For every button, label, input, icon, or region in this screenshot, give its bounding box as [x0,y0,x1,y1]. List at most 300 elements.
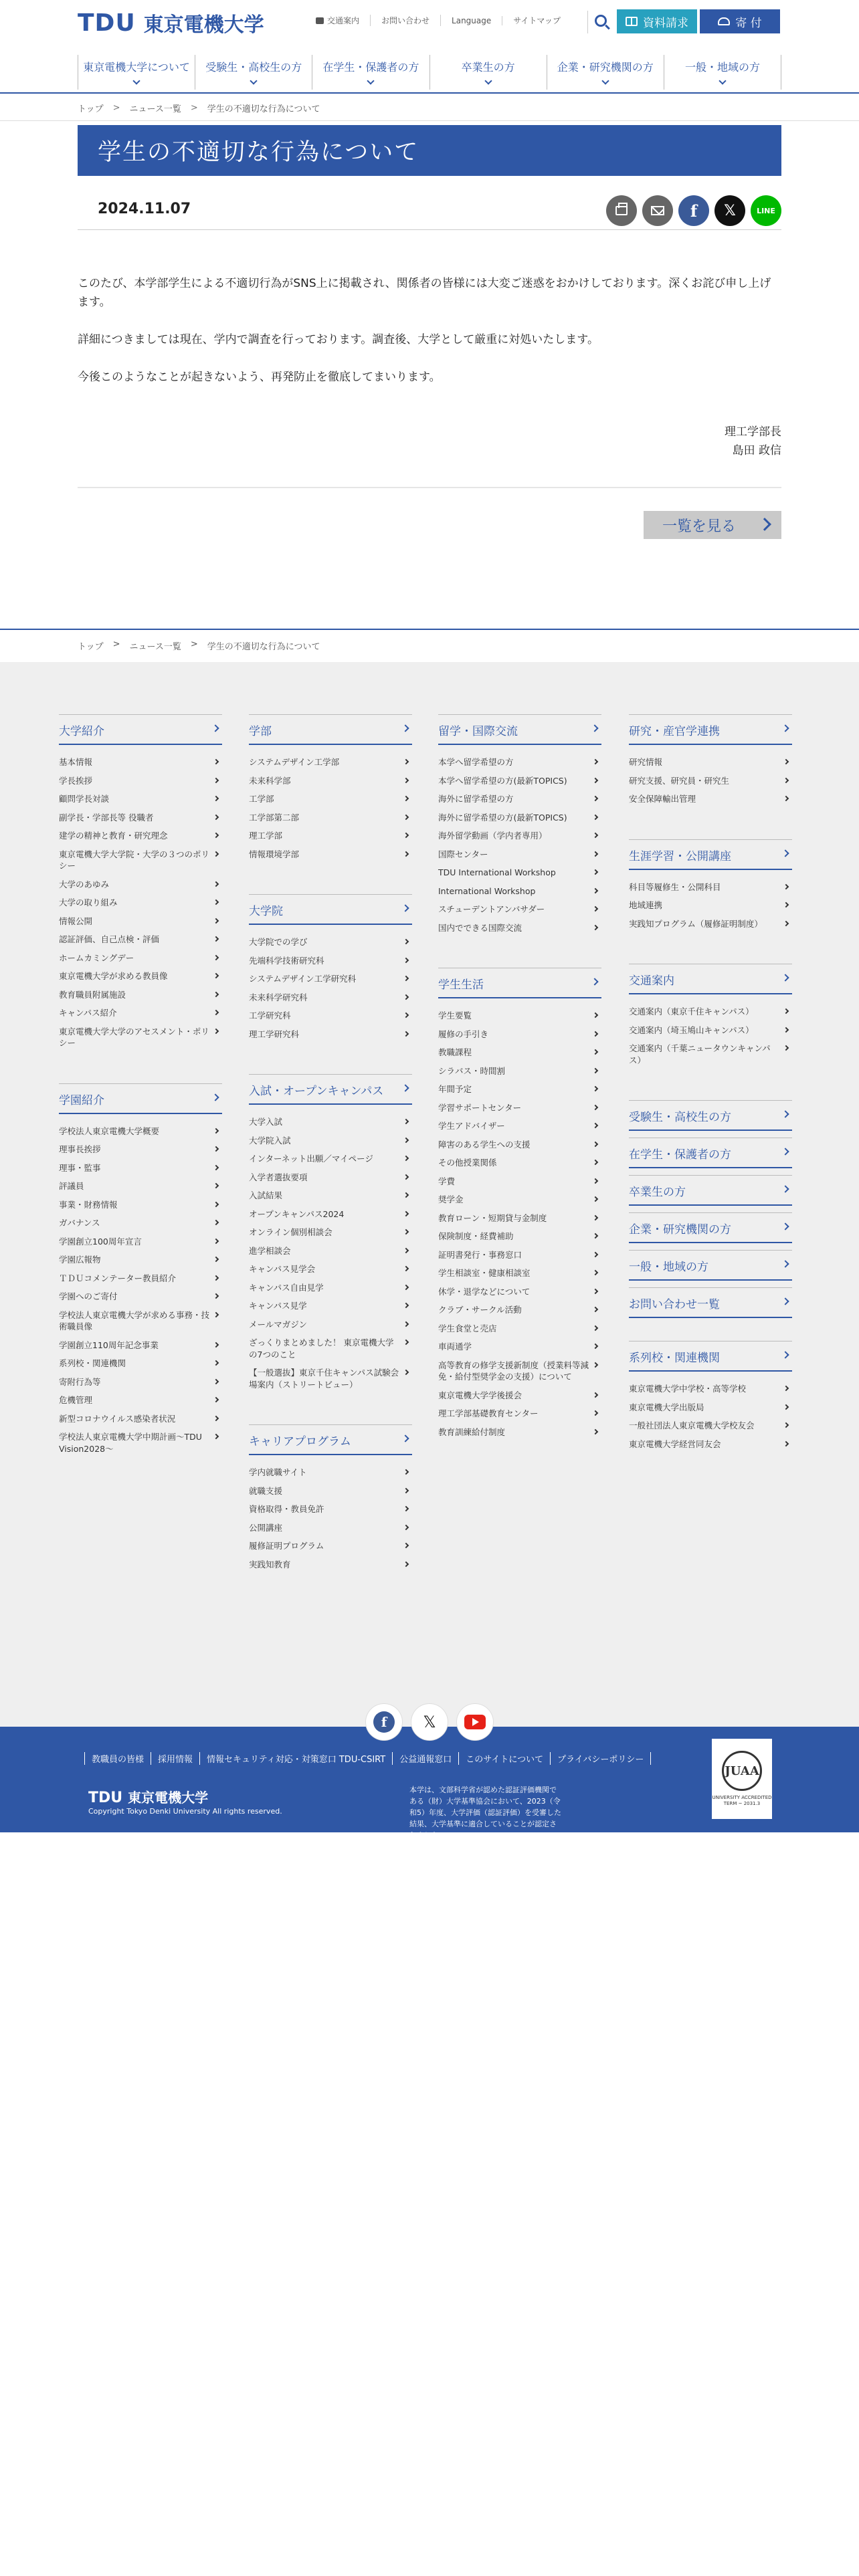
audience-link-label: 企業・研究機関の方 [629,1223,731,1237]
sitemap-link-label: システムデザイン工学研究科 [249,974,357,984]
footer-breadcrumb-bar [0,629,859,662]
sitemap-link-label: キャンパス紹介 [59,1008,117,1018]
sitemap-link[interactable] [438,1423,601,1442]
donate-label: 寄 付 [735,16,762,30]
chevron-right-icon [783,1404,789,1409]
chevron-right-icon [211,1093,219,1101]
sitemap-link-label: 認証評価、自己点検・評価 [59,934,160,944]
sitemap-link[interactable] [59,809,222,827]
print-button[interactable] [606,195,637,226]
sitemap-link-label: 海外に留学希望の方(最新TOPICS) [438,812,567,823]
sitemap-link[interactable] [438,790,601,809]
sitemap-link[interactable] [438,1099,601,1117]
book-icon [626,17,638,26]
chevron-right-icon [213,1360,219,1366]
social-links [0,1704,859,1741]
sitemap-link[interactable] [249,1500,412,1519]
sitemap-link[interactable] [59,1391,222,1410]
sitemap-section-heading[interactable] [249,894,412,925]
chevron-right-icon [403,1229,409,1235]
chevron-right-icon [213,881,219,886]
chevron-right-icon [783,777,789,782]
chevron-right-icon [591,724,598,732]
sitemap-link[interactable] [249,1260,412,1279]
sitemap-link-label: 工学研究科 [249,1010,291,1021]
gnav-label: 企業・研究機関の方 [557,61,654,74]
breadcrumb-sep: > [190,639,198,649]
sitemap-link-label: 地域連携 [629,900,663,910]
sitemap-section-heading[interactable] [59,714,222,745]
gnav-prospective[interactable] [195,55,312,90]
sitemap-link-label: 東京電機大学学後援会 [438,1390,522,1400]
gnav-public[interactable] [664,55,781,90]
sitemap-link[interactable] [249,1025,412,1044]
divider [0,120,859,121]
sitemap-link[interactable] [249,1006,412,1025]
sitemap-link[interactable] [438,1209,601,1228]
gnav-alumni[interactable] [430,55,547,90]
sitemap-column-2 [249,714,412,1604]
sitemap-link-label: オープンキャンパス2024 [249,1208,345,1219]
sitemap-link[interactable] [438,882,601,901]
sitemap-link[interactable] [59,1214,222,1232]
chevron-right-icon [593,1251,598,1257]
sitemap-link[interactable] [59,1251,222,1269]
chevron-right-icon [593,1067,598,1073]
article-meta [78,190,781,230]
chevron-right-icon [403,1524,409,1529]
sitemap-link[interactable] [438,1319,601,1338]
sitemap-link[interactable] [59,1354,222,1373]
site-footer [0,1727,859,1840]
sitemap-link[interactable] [438,827,601,845]
footer-breadcrumb [78,639,320,652]
chevron-down-icon [367,77,375,84]
sitemap-section-heading[interactable] [629,1341,792,1372]
sitemap-link[interactable] [438,1154,601,1172]
chevron-right-icon [783,1045,789,1051]
sitemap-link[interactable] [59,1373,222,1392]
site-logo[interactable] [78,8,264,37]
sitemap-link[interactable] [249,1555,412,1574]
badge-caption: UNIVERSITY ACCREDITED TERM ~ 2031.3 [712,1795,772,1806]
sitemap-link-label: 海外留学動画（学内者専用） [438,831,547,841]
sitemap-link-label: 実践知教育 [249,1559,291,1570]
chevron-down-icon [601,77,609,84]
gnav-companies[interactable] [547,55,664,90]
sitemap-link[interactable] [249,827,412,845]
sitemap-link[interactable] [438,1246,601,1265]
sitemap-link-label: 研究情報 [629,757,663,767]
chevron-right-icon [593,1086,598,1091]
breadcrumb-news[interactable]: ニュース一覧 [129,642,181,652]
sitemap-link[interactable] [438,1283,601,1301]
footer-sitemap [0,662,859,1727]
sitemap-link[interactable] [249,1482,412,1501]
sitemap-link-label: 理事長挨拶 [59,1144,101,1154]
sitemap-link[interactable] [629,753,792,772]
sitemap-link[interactable] [438,753,601,772]
sitemap-link[interactable] [59,845,222,875]
footer-link[interactable]: 情報セキュリティ対応・対策窓口 TDU-CSIRT [199,1752,392,1765]
sitemap-link[interactable] [59,1287,222,1306]
chevron-right-icon [213,1434,219,1439]
sitemap-link[interactable] [59,1269,222,1288]
sitemap-link[interactable] [438,1062,601,1081]
sitemap-link[interactable] [59,949,222,968]
footer-link[interactable]: 採用情報 [151,1752,199,1765]
chevron-right-icon [783,1440,789,1446]
gnav-about[interactable] [78,55,195,90]
sitemap-link[interactable] [438,772,601,790]
sitemap-link[interactable] [249,809,412,827]
chevron-right-icon [593,1104,598,1109]
sitemap-link[interactable] [249,790,412,809]
search-button[interactable] [587,11,610,33]
sitemap-link-label: 学校法人東京電機大学概要 [59,1125,160,1136]
mail-share-button[interactable] [642,195,673,226]
line-icon: LINE [757,206,775,215]
chevron-right-icon [781,1351,789,1358]
sitemap-link-label: 入試結果 [249,1190,283,1200]
sitemap-link-label: 東京電機大学中学校・高等学校 [629,1384,747,1394]
sitemap-link[interactable] [438,1006,601,1025]
sitemap-link-label: 大学の取り組み [59,897,118,907]
sitemap-section-heading[interactable] [629,839,792,870]
sitemap-link[interactable] [59,1177,222,1196]
sitemap-link[interactable] [438,1404,601,1423]
signature-title: 理工学部長 [725,425,781,439]
sitemap-link[interactable] [438,1264,601,1283]
chevron-right-icon [593,1233,598,1239]
audience-link-label: 在学生・保護者の方 [629,1148,731,1162]
footer-link[interactable]: このサイトについて [458,1752,550,1765]
sitemap-link[interactable] [629,1435,792,1454]
audience-link-label: 一般・地域の方 [629,1261,708,1274]
chevron-right-icon [403,994,409,999]
chevron-right-icon [781,1148,789,1155]
sitemap-link[interactable] [629,1416,792,1435]
sitemap-link[interactable] [59,986,222,1004]
facebook-link[interactable] [366,1704,402,1740]
audience-link-label: 受験生・高校生の方 [629,1111,731,1124]
sitemap-link[interactable] [249,1364,412,1394]
chevron-right-icon [783,1422,789,1428]
signature-name: 島田 政信 [732,444,781,457]
chevron-down-icon [719,77,726,84]
sitemap-link[interactable] [249,1168,412,1187]
sitemap-link-label: 高等教育の修学支援新制度（授業料等減免・給付型奨学金の支援）について [438,1360,589,1382]
chevron-right-icon [403,1210,409,1216]
sitemap-link[interactable] [59,1306,222,1336]
sitemap-section-heading[interactable] [438,714,601,745]
audience-link-label: 卒業生の方 [629,1186,686,1199]
sitemap-link[interactable] [629,772,792,790]
sitemap-link[interactable] [629,1021,792,1040]
util-language[interactable]: Language [441,16,502,25]
sitemap-link[interactable] [249,933,412,952]
sitemap-section [249,1424,412,1574]
sitemap-link-label: 教育訓練給付制度 [438,1426,506,1437]
sitemap-link[interactable] [249,1333,412,1364]
sitemap-link[interactable] [438,1080,601,1099]
chevron-right-icon [403,777,409,782]
sitemap-heading-label: 学部 [249,725,272,738]
youtube-icon [464,1715,486,1729]
sitemap-link[interactable] [249,1150,412,1168]
sitemap-section-heading[interactable] [438,968,601,998]
sitemap-link[interactable] [59,1428,222,1458]
sitemap-link[interactable] [249,1537,412,1555]
chevron-right-icon [403,833,409,838]
chevron-right-icon [213,1128,219,1133]
breadcrumb-news[interactable]: ニュース一覧 [129,104,181,114]
youtube-link[interactable] [457,1704,493,1740]
sitemap-link[interactable] [249,952,412,970]
sitemap-link[interactable] [59,772,222,790]
sitemap-link[interactable] [59,827,222,845]
gnav-label: 卒業生の方 [461,61,515,74]
sitemap-link[interactable] [59,1410,222,1428]
sitemap-link-label: 一般社団法人東京電機大学校友会 [629,1420,755,1430]
sitemap-section-heading[interactable] [629,714,792,745]
sitemap-link-label: 本学へ留学希望の方(最新TOPICS) [438,775,567,786]
gnav-label: 在学生・保護者の方 [322,61,419,74]
sitemap-link[interactable] [59,1140,222,1159]
sitemap-section [59,1083,222,1459]
chevron-right-icon [783,1027,789,1032]
chevron-right-icon [593,814,598,819]
chevron-right-icon [213,851,219,856]
chevron-right-icon [401,724,409,732]
sitemap-link[interactable] [629,1002,792,1021]
chevron-right-icon [403,1487,409,1493]
chevron-right-icon [213,1183,219,1188]
sitemap-link[interactable] [438,1337,601,1356]
accreditation-badge[interactable] [712,1739,772,1819]
sitemap-link-label: 大学入試 [249,1117,283,1127]
chevron-right-icon [403,1506,409,1511]
chevron-right-icon [593,1141,598,1146]
audience-link[interactable] [629,1138,792,1168]
sitemap-link[interactable] [59,1122,222,1141]
sitemap-link[interactable] [438,919,601,938]
sitemap-link[interactable] [629,1398,792,1417]
sitemap-link[interactable] [59,1159,222,1178]
sitemap-link-label: 系列校・関連機関 [59,1358,126,1368]
sitemap-link-label: 交通案内（千葉ニュータウンキャンパス） [629,1043,771,1065]
chevron-right-icon [593,1012,598,1018]
sitemap-link[interactable] [438,1043,601,1062]
chevron-right-icon [403,1156,409,1161]
chevron-right-icon [213,991,219,996]
chevron-right-icon [403,1031,409,1036]
sitemap-link-label: 未来科学部 [249,775,291,786]
audience-link[interactable] [629,1250,792,1281]
chevron-right-icon [593,796,598,801]
sitemap-link[interactable] [438,1386,601,1405]
request-materials-button[interactable] [617,9,697,33]
sitemap-link[interactable] [59,1004,222,1023]
article-paragraph: 今後このようなことが起きないよう、再発防止を徹底してまいります。 [78,370,441,384]
breadcrumb-top[interactable]: トップ [78,642,104,652]
back-to-list-button[interactable] [644,511,781,539]
sitemap-link[interactable] [249,1297,412,1315]
sitemap-section [629,714,792,809]
sitemap-link-label: 工学部 [249,794,274,804]
chevron-right-icon [593,1428,598,1434]
facebook-share-button[interactable] [678,195,709,226]
footer-link[interactable]: 公益通報窓口 [392,1752,458,1765]
sitemap-link-label: 学費 [438,1176,456,1186]
sitemap-link-label: 休学・退学などについて [438,1286,531,1297]
sitemap-link[interactable] [249,772,412,790]
sitemap-link[interactable] [438,863,601,882]
donate-button[interactable] [700,9,780,33]
sitemap-section-heading[interactable] [59,1083,222,1114]
sitemap-link[interactable] [438,1301,601,1319]
chevron-right-icon [213,1341,219,1347]
sitemap-link-label: 学校法人東京電機大学中期計画〜TDU Vision2028〜 [59,1432,202,1454]
gnav-students[interactable] [312,55,429,90]
sitemap-link[interactable] [629,915,792,934]
sitemap-heading-label: 学生生活 [438,978,484,992]
chevron-right-icon [213,1201,219,1206]
footer-link[interactable]: 教職員の皆様 [84,1752,151,1765]
sitemap-link[interactable] [438,1356,601,1386]
sitemap-link[interactable] [629,1380,792,1398]
bus-icon [316,17,324,24]
breadcrumb-top[interactable]: トップ [78,104,104,114]
sitemap-link[interactable] [59,790,222,809]
util-contact[interactable]: お問い合わせ [371,15,441,26]
sitemap-link-label: 障害のある学生への支援 [438,1139,531,1150]
chevron-right-icon [781,1110,789,1117]
sitemap-link[interactable] [438,1136,601,1154]
audience-link[interactable] [629,1287,792,1318]
sitemap-link[interactable] [438,1172,601,1191]
sitemap-link[interactable] [59,1023,222,1053]
sitemap-link-label: 東京電機大学大学のアセスメント・ポリシー [59,1026,209,1048]
chevron-right-icon [593,1214,598,1220]
sitemap-link-label: 建学の精神と教育・研究理念 [59,831,168,841]
x-icon: 𝕏 [724,202,736,219]
sitemap-link-label: ＴＤＵコメンテーター教員紹介 [59,1273,177,1283]
sitemap-link[interactable] [438,1025,601,1044]
sitemap-link-label: 学生相談室・健康相談室 [438,1268,531,1278]
sitemap-link[interactable] [249,1242,412,1261]
sitemap-link[interactable] [59,967,222,986]
sitemap-link[interactable] [249,988,412,1007]
sitemap-link[interactable] [249,1186,412,1205]
breadcrumb-sep: > [190,103,198,113]
sitemap-link[interactable] [438,900,601,919]
x-share-button[interactable] [714,195,745,226]
sitemap-link-label: 研究支援、研究員・研究生 [629,775,730,786]
line-share-button[interactable] [751,195,781,226]
audience-link[interactable] [629,1175,792,1206]
breadcrumb-sep: > [112,103,120,113]
sitemap-link[interactable] [249,1519,412,1537]
sitemap-link[interactable] [249,1223,412,1242]
chevron-right-icon [213,1028,219,1033]
chevron-right-icon [593,1178,598,1183]
audience-link[interactable] [629,1212,792,1243]
sitemap-link[interactable] [438,1117,601,1136]
sitemap-link[interactable] [629,896,792,915]
sitemap-link[interactable] [249,1113,412,1132]
sitemap-section-heading[interactable] [249,1074,412,1105]
sitemap-link[interactable] [59,930,222,949]
chevron-down-icon [132,77,140,84]
footer-links [84,1752,651,1765]
sitemap-link[interactable] [629,1039,792,1069]
chevron-right-icon [213,1275,219,1280]
chevron-right-icon [213,1220,219,1225]
sitemap-link[interactable] [59,875,222,894]
sitemap-link[interactable] [59,893,222,912]
footer-link[interactable]: プライバシーポリシー [550,1752,651,1765]
chevron-right-icon [593,1288,598,1293]
sitemap-link[interactable] [249,970,412,988]
util-sitemap[interactable]: サイトマップ [513,16,561,25]
sitemap-link-label: 学習サポートセンター [438,1102,522,1113]
sitemap-link[interactable] [438,1190,601,1209]
sitemap-section-heading[interactable] [629,964,792,994]
sitemap-link[interactable] [249,1315,412,1334]
chevron-right-icon [593,1344,598,1349]
sitemap-link[interactable] [249,753,412,772]
sitemap-link[interactable] [59,912,222,931]
sitemap-link-label: キャンパス見学 [249,1301,307,1311]
sitemap-link[interactable] [249,1132,412,1150]
footer-logo[interactable] [88,1787,208,1806]
sitemap-section [629,839,792,934]
sitemap-link[interactable] [438,809,601,827]
chevron-right-icon [403,851,409,856]
sitemap-link-label: キャンパス自由見学 [249,1282,324,1293]
article-date: 2024.11.07 [98,201,191,217]
sitemap-link[interactable] [629,878,792,897]
chevron-right-icon [593,777,598,782]
sitemap-link-label: 学長挨拶 [59,775,93,786]
sitemap-link[interactable] [249,1279,412,1297]
sitemap-link[interactable] [59,1196,222,1214]
sitemap-link[interactable] [59,1336,222,1355]
chevron-right-icon [403,1370,409,1375]
chevron-right-icon [403,1012,409,1018]
sitemap-link[interactable] [438,845,601,864]
audience-link[interactable] [629,1100,792,1131]
sitemap-link[interactable] [59,1232,222,1251]
sitemap-link[interactable] [438,1227,601,1246]
divider [78,487,781,488]
sitemap-heading-label: 学園紹介 [59,1093,104,1107]
x-link[interactable] [411,1704,448,1740]
sitemap-section-heading[interactable] [249,1424,412,1455]
sitemap-link[interactable] [249,845,412,864]
sitemap-link-label: 理事・監事 [59,1162,101,1173]
sitemap-link[interactable] [249,1463,412,1482]
chevron-right-icon [593,1362,598,1367]
sitemap-section-heading[interactable] [249,714,412,745]
chevron-right-icon [593,851,598,856]
sitemap-link[interactable] [249,1205,412,1224]
sitemap-link[interactable] [629,790,792,809]
sitemap-link[interactable] [59,753,222,772]
util-access[interactable] [305,15,371,26]
chevron-right-icon [213,796,219,801]
